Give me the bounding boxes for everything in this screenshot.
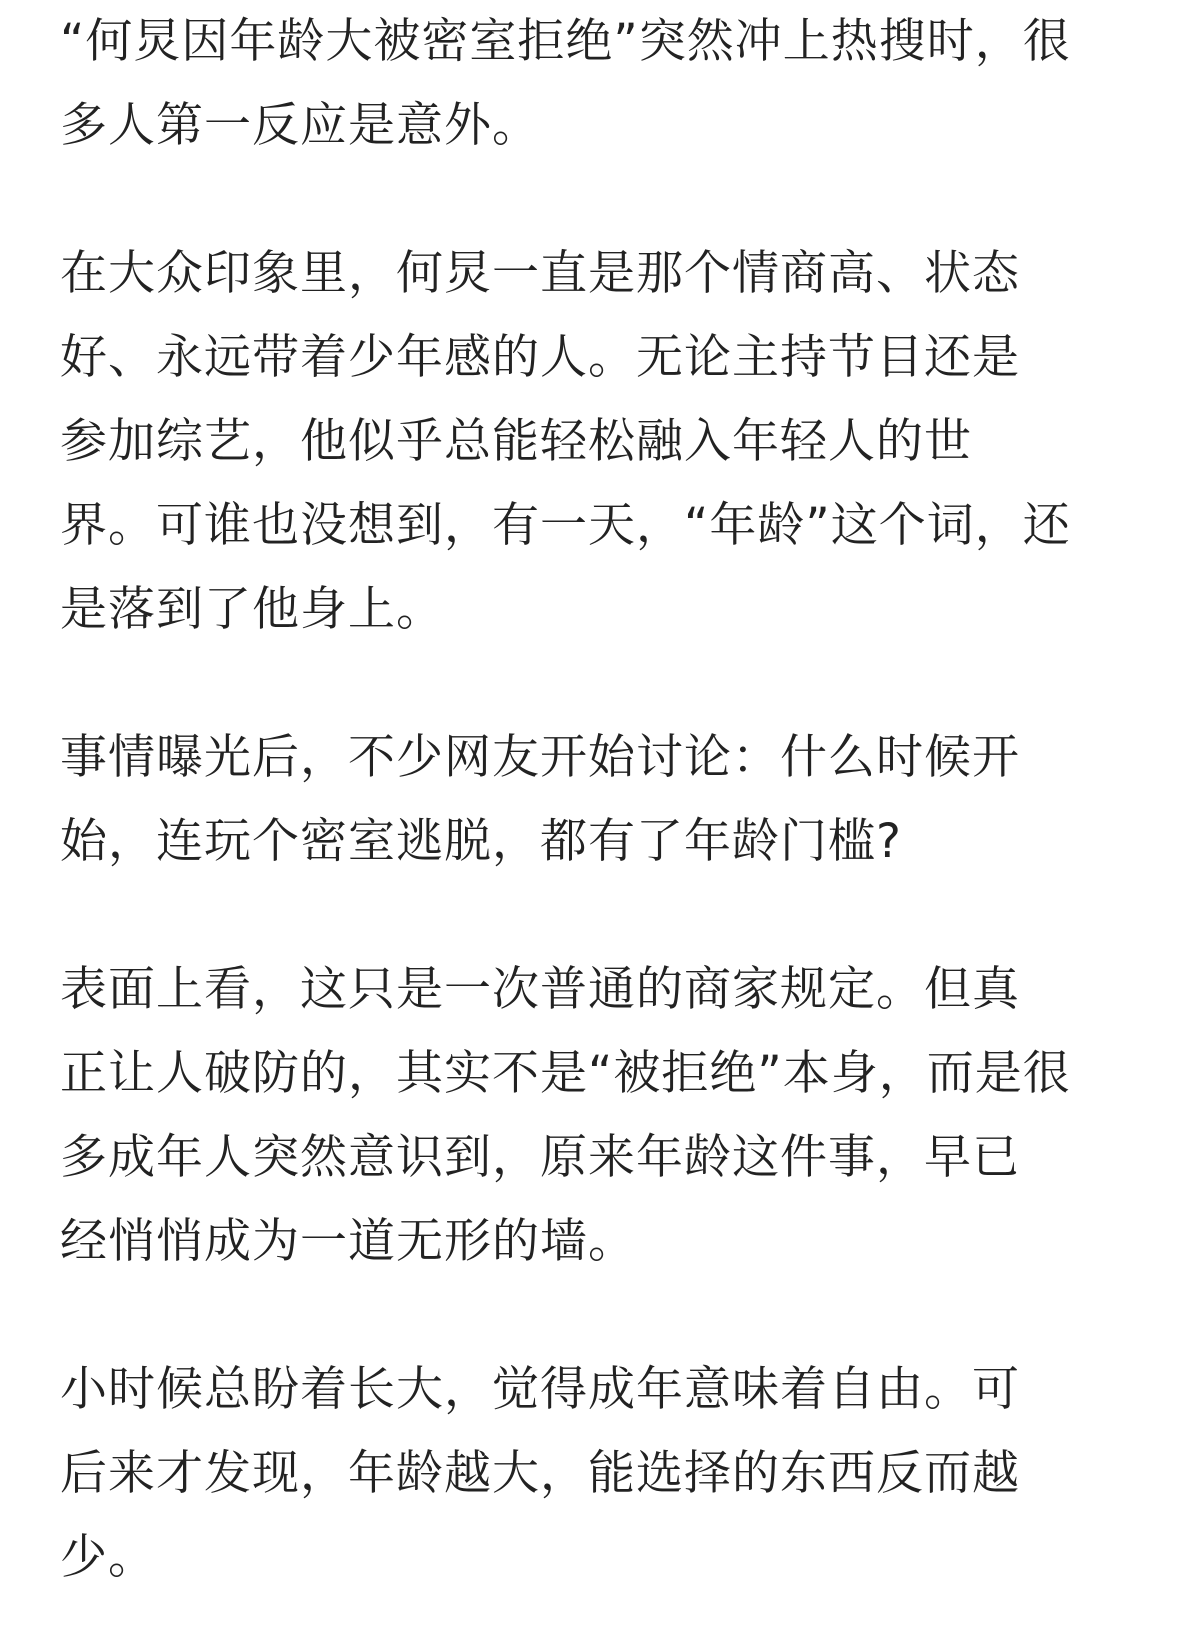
- paragraph-line: 正让人破防的，其实不是“被拒绝”本身，而是很: [60, 1046, 1071, 1101]
- paragraph-line: 少。: [60, 1530, 156, 1585]
- paragraph-spacer: [60, 1284, 1119, 1348]
- paragraph-line: 小时候总盼着长大，觉得成年意味着自由。可: [60, 1362, 1020, 1417]
- paragraph-1: [60, 0, 1119, 168]
- paragraph-line: 是落到了他身上。: [60, 582, 444, 637]
- paragraph-line: 表面上看，这只是一次普通的商家规定。但真: [60, 962, 1020, 1017]
- paragraph-line: 多人第一反应是意外。: [60, 98, 540, 153]
- paragraph-5: [60, 1348, 1119, 1600]
- paragraph-line: 界。可谁也没想到，有一天，“年龄”这个词，还: [60, 498, 1071, 553]
- paragraph-4: [60, 948, 1119, 1284]
- paragraph-line: 好、永远带着少年感的人。无论主持节目还是: [60, 330, 1020, 385]
- paragraph-3: [60, 716, 1119, 884]
- paragraph-line: 始，连玩个密室逃脱，都有了年龄门槛?: [60, 814, 902, 869]
- paragraph-line: “何炅因年龄大被密室拒绝”突然冲上热搜时，很: [60, 14, 1071, 69]
- paragraph-2: [60, 232, 1119, 652]
- paragraph-spacer: [60, 652, 1119, 716]
- paragraph-spacer: [60, 884, 1119, 948]
- article-body: [60, 0, 1119, 1600]
- paragraph-line: 事情曝光后，不少网友开始讨论：什么时候开: [60, 730, 1020, 785]
- paragraph-line: 经悄悄成为一道无形的墙。: [60, 1214, 636, 1269]
- paragraph-line: 后来才发现，年龄越大，能选择的东西反而越: [60, 1446, 1020, 1501]
- paragraph-line: 多成年人突然意识到，原来年龄这件事，早已: [60, 1130, 1020, 1185]
- paragraph-spacer: [60, 168, 1119, 232]
- paragraph-line: 参加综艺，他似乎总能轻松融入年轻人的世: [60, 414, 972, 469]
- paragraph-line: 在大众印象里，何炅一直是那个情商高、状态: [60, 246, 1020, 301]
